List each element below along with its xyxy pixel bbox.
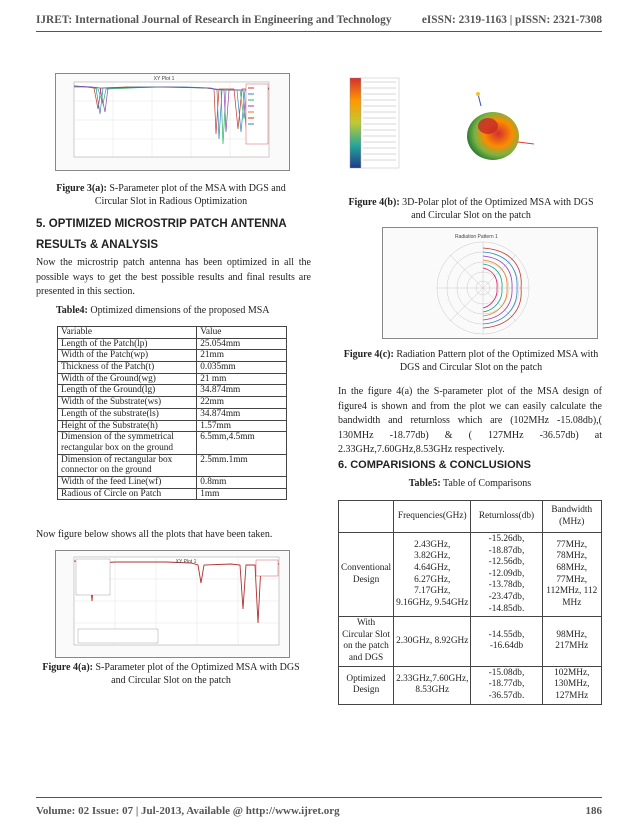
section-5-paragraph-2: Now figure below shows all the plots that have been taken.: [36, 529, 273, 540]
table-header-cell: [339, 501, 394, 533]
header-rule: [36, 31, 602, 32]
table-row: [58, 454, 287, 476]
value-cell: 2.5mm.1mm: [197, 454, 287, 476]
figure-4a-caption: [40, 662, 302, 687]
table-row: [58, 408, 287, 420]
figure-4b-text: 3D-Polar plot of the Optimized MSA with DGS and Circular Slot on the patch: [402, 197, 594, 221]
variable-cell: Length of the Ground(lg): [58, 385, 197, 397]
value-cell: 1.57mm: [197, 420, 287, 432]
variable-cell: Height of the Substrate(h): [58, 420, 197, 432]
figure-3a-plot: [55, 73, 290, 171]
table-row: [58, 488, 287, 500]
value-cell: 34.874mm: [197, 385, 287, 397]
table4-label: Table4:: [56, 305, 88, 316]
cell-bw: 102MHz, 130MHz, 127MHz: [542, 666, 601, 704]
variable-cell: Dimension of the symmetrical rectangular box on the ground: [58, 432, 197, 454]
section-5-heading-line1: 5. OPTIMIZED MICROSTRIP PATCH ANTENNA: [36, 218, 287, 230]
figure-4c-label: Figure 4(c):: [343, 349, 394, 360]
table-row: [339, 533, 602, 617]
cell-freq: 2.43GHz, 3.82GHz, 4.64GHz, 6.27GHz, 7.17GHz, 9.16GHz, 9.54GHz: [394, 533, 471, 617]
variable-cell: Width of the Substrate(ws): [58, 397, 197, 409]
figure-3a-text: S-Parameter plot of the MSA with DGS and Circular Slot in Radious Optimization: [94, 183, 286, 207]
table-row: [58, 420, 287, 432]
figure-4c-plot: [382, 227, 598, 339]
table-header-cell: Bandwidth (MHz): [542, 501, 601, 533]
cell-rl: -15.26db, -18.87db, -12.56db, -12.09db, -13.78db, -23.47db, -14.85db.: [471, 533, 542, 617]
cell-design: Conventional Design: [339, 533, 394, 617]
s-parameter-chart-3a: [56, 74, 289, 170]
table-header-cell: Value: [197, 327, 287, 339]
footer-rule: [36, 797, 602, 798]
table5-comparisons: [338, 500, 602, 705]
figure-3a-caption: [40, 183, 302, 208]
3d-polar-graphic: [338, 68, 598, 180]
value-cell: 1mm: [197, 488, 287, 500]
table-row: [58, 432, 287, 454]
table-row: [58, 338, 287, 350]
variable-cell: Dimension of rectangular box connector on the ground: [58, 454, 197, 476]
page-number: 186: [585, 805, 602, 817]
table-row: [58, 385, 287, 397]
variable-cell: Length of the substrate(ls): [58, 408, 197, 420]
results-paragraph: In the figure 4(a) the S-parameter plot of the MSA design of figure4 is shown and from the plot we can easily calculate the bandwidth and returnloss which are (102MHz -15.08db),( 130MHz -18.77db) & ( 127MHz -36.57db) at 2.33GHz,7.60GHz,8.53GHz respectively.: [338, 386, 602, 455]
section-5-heading-line2: RESULTs & ANALYSIS: [36, 238, 159, 251]
table-row: [339, 617, 602, 666]
value-cell: 0.035mm: [197, 362, 287, 374]
table-header-cell: Returnloss(db): [471, 501, 542, 533]
value-cell: 6.5mm,4.5mm: [197, 432, 287, 454]
radiation-pattern-chart: [383, 228, 597, 338]
table-row: [58, 350, 287, 362]
figure-4a-label: Figure 4(a):: [42, 662, 93, 673]
cell-bw: 98MHz, 217MHz: [542, 617, 601, 666]
section-5-paragraph: Now the microstrip patch antenna has been optimized in all the possible ways to get the best possible results and final results are presented in this section.: [36, 257, 311, 297]
table5-caption: [338, 478, 602, 491]
plot-3a-title: XY Plot 1: [153, 76, 175, 82]
table-row: [339, 666, 602, 704]
section-5-heading: [36, 217, 311, 253]
cell-freq: 2.33GHz,7.60GHz, 8.53GHz: [394, 666, 471, 704]
issn: eISSN: 2319-1163 | pISSN: 2321-7308: [421, 14, 602, 26]
figure-4a-text: S-Parameter plot of the Optimized MSA with DGS and Circular Slot on the patch: [95, 662, 300, 686]
table-header-cell: Frequencies(GHz): [394, 501, 471, 533]
cell-freq: 2.30GHz, 8.92GHz: [394, 617, 471, 666]
value-cell: 21 mm: [197, 373, 287, 385]
running-header: [36, 14, 602, 26]
value-cell: 21mm: [197, 350, 287, 362]
journal-title: IJRET: International Journal of Research in Engineering and Technology: [36, 14, 392, 26]
table-header-cell: Variable: [58, 327, 197, 339]
table5-title: Table of Comparisons: [443, 478, 532, 489]
footer-volume: Volume: 02 Issue: 07 | Jul-2013, Available @ http://www.ijret.org: [36, 805, 340, 817]
table-row: [58, 362, 287, 374]
figure-4b-plot: [338, 68, 598, 180]
variable-cell: Width of the feed Line(wf): [58, 476, 197, 488]
variable-cell: Thickness of the Patch(t): [58, 362, 197, 374]
figure-4a-plot: [55, 550, 290, 658]
figure-4c-text: Radiation Pattern plot of the Optimized MSA with DGS and Circular Slot on the patch: [396, 349, 599, 373]
figure-4b-caption: [340, 197, 602, 222]
cell-rl: -14.55db, -16.64db: [471, 617, 542, 666]
table-row: [58, 476, 287, 488]
plot-4a-title: XY Plot 1: [175, 559, 197, 565]
value-cell: 0.8mm: [197, 476, 287, 488]
table4-caption: [56, 305, 291, 318]
section-6-heading: 6. COMPARISIONS & CONCLUSIONS: [338, 459, 531, 471]
value-cell: 34.874mm: [197, 408, 287, 420]
cell-design: With Circular Slot on the patch and DGS: [339, 617, 394, 666]
s-parameter-chart-4a: [56, 551, 289, 657]
table-header-row: [339, 501, 602, 533]
table-header-row: [58, 327, 287, 339]
cell-rl: -15.08db, -18.77db, -36.57db.: [471, 666, 542, 704]
figure-4c-caption: [340, 349, 602, 374]
table-row: [58, 373, 287, 385]
cell-design: Optimized Design: [339, 666, 394, 704]
variable-cell: Width of the Patch(wp): [58, 350, 197, 362]
figure-3a-label: Figure 3(a):: [56, 183, 107, 194]
table5-label: Table5:: [408, 478, 441, 489]
table-row: [58, 397, 287, 409]
running-footer: [36, 805, 602, 817]
value-cell: 25.054mm: [197, 338, 287, 350]
plot-4c-title: Radiation Pattern 1: [455, 234, 498, 240]
value-cell: 22mm: [197, 397, 287, 409]
cell-bw: 77MHz, 78MHz, 68MHz, 77MHz, 112MHz, 112 MHz: [542, 533, 601, 617]
variable-cell: Radious of Circle on Patch: [58, 488, 197, 500]
table4-title: Optimized dimensions of the proposed MSA: [90, 305, 270, 316]
variable-cell: Length of the Patch(lp): [58, 338, 197, 350]
variable-cell: Width of the Ground(wg): [58, 373, 197, 385]
table4-dimensions: [57, 326, 287, 500]
figure-4b-label: Figure 4(b):: [348, 197, 400, 208]
